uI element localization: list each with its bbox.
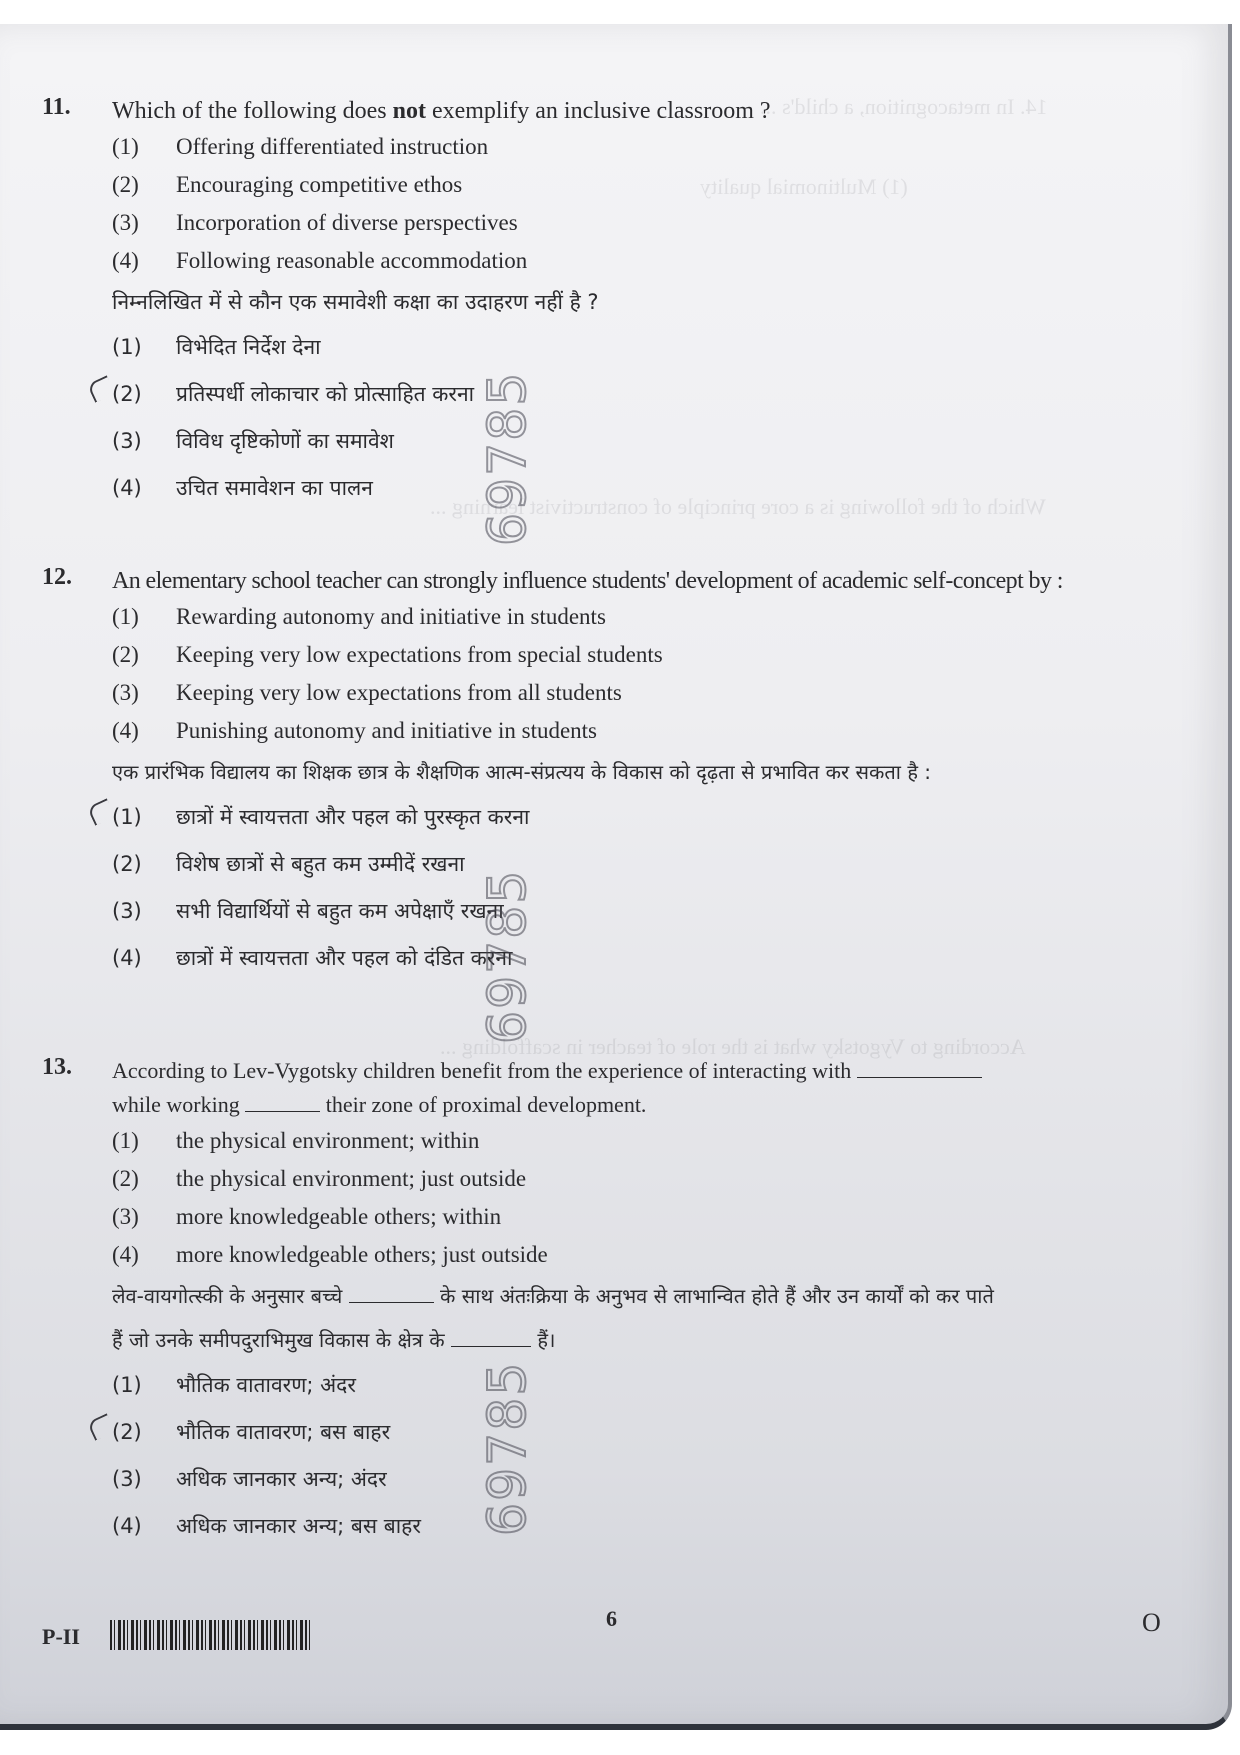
question-text-english: Which of the following does not exemplify an inclusive classroom ? [112, 98, 771, 124]
bleed-through-text: (1) Multinomial quality [700, 174, 908, 199]
option-en-4: (4) more knowledgeable others; just outside [112, 1242, 548, 1267]
pen-tick-mark-icon [87, 1413, 115, 1440]
bleed-through-text: 14. In metacognition, a child's ... [760, 94, 1048, 119]
option-en-4: (4) Following reasonable accommodation [112, 248, 528, 273]
option-en-2: (2) Encouraging competitive ethos [112, 172, 463, 197]
option-hi-1: (1) भौतिक वातावरण; अंदर [112, 1373, 356, 1397]
option-en-3: (3) Keeping very low expectations from all students [112, 680, 622, 705]
fill-blank [857, 1077, 982, 1078]
question-12 [42, 564, 1172, 982]
barcode-icon [110, 1620, 310, 1650]
option-en-2: (2) the physical environment; just outside [112, 1166, 527, 1191]
option-hi-2: (2) भौतिक वातावरण; बस बाहर [112, 1409, 1172, 1456]
question-13 [42, 1054, 1172, 1550]
candidate-number-stamp: 69785 [478, 370, 538, 546]
candidate-number-stamp: 69785 [478, 1360, 538, 1536]
question-number: 12. [42, 564, 72, 590]
option-en-1: (1) Offering differentiated instruction [112, 134, 489, 159]
pen-tick-mark-icon [87, 798, 115, 825]
option-en-3: (3) Incorporation of diverse perspectives [112, 210, 518, 235]
question-number: 11. [42, 94, 71, 120]
booklet-series: O [1142, 1608, 1161, 1637]
option-en-3: (3) more knowledgeable others; within [112, 1204, 502, 1229]
option-hi-4: (4) अधिक जानकार अन्य; बस बाहर [112, 1514, 421, 1538]
option-hi-2: (2) विशेष छात्रों से बहुत कम उम्मीदें रखना [112, 852, 465, 876]
page-number: 6 [606, 1606, 617, 1631]
question-11 [42, 94, 1172, 512]
option-en-1: (1) the physical environment; within [112, 1128, 480, 1153]
candidate-number-stamp: 69785 [478, 868, 538, 1044]
fill-blank [451, 1346, 531, 1347]
exam-page [0, 24, 1232, 1730]
paper-code: P-II [42, 1624, 80, 1649]
option-hi-3: (3) विविध दृष्टिकोणों का समावेश [112, 429, 394, 453]
option-hi-4: (4) उचित समावेशन का पालन [112, 476, 373, 500]
option-hi-1: (1) विभेदित निर्देश देना [112, 335, 321, 359]
option-hi-4: (4) छात्रों में स्वायत्तता और पहल को दंडित करना [112, 946, 513, 970]
option-en-1: (1) Rewarding autonomy and initiative in students [112, 604, 606, 629]
emphasis-word: not [392, 98, 426, 124]
question-text-hindi: लेव-वायगोत्स्की के अनुसार बच्चे के साथ अंतःक्रिया के अनुभव से लाभान्वित होते हैं और उन कार्यों को कर पाते हैं जो उनके समीपदुराभिमुख विकास के क्षेत्र के हैं। [112, 1284, 994, 1352]
question-text-hindi: एक प्रारंभिक विद्यालय का शिक्षक छात्र के शैक्षणिक आत्म-संप्रत्यय के विकास को दृढ़ता से प्रभावित कर सकता है : [112, 760, 932, 784]
option-hi-1: (1) छात्रों में स्वायत्तता और पहल को पुरस्कृत करना [112, 794, 1172, 841]
fill-blank [349, 1302, 434, 1303]
pen-tick-mark-icon [87, 375, 115, 402]
option-hi-2: (2) प्रतिस्पर्धी लोकाचार को प्रोत्साहित करना [112, 371, 1172, 418]
option-en-2: (2) Keeping very low expectations from special students [112, 642, 663, 667]
option-hi-3: (3) अधिक जानकार अन्य; अंदर [112, 1467, 387, 1491]
fill-blank [245, 1111, 320, 1112]
option-hi-3: (3) सभी विद्यार्थियों से बहुत कम अपेक्षाएँ रखना [112, 899, 504, 923]
question-text-english: According to Lev-Vygotsky children benefit from the experience of interacting with while working their zone of proximal development. [112, 1054, 1172, 1122]
question-number: 13. [42, 1054, 72, 1080]
option-en-4: (4) Punishing autonomy and initiative in students [112, 718, 598, 743]
bleed-through-text: Which of the following is a core principle of constructivist learning ... [430, 494, 1046, 519]
question-text-english: An elementary school teacher can strongly influence students' development of academic self-concept by : [112, 568, 1063, 594]
question-text-hindi: निम्नलिखित में से कौन एक समावेशी कक्षा का उदाहरण नहीं है ? [112, 290, 599, 314]
bleed-through-text: According to Vygotsky what is the role of teacher in scaffolding ... [440, 1034, 1026, 1059]
